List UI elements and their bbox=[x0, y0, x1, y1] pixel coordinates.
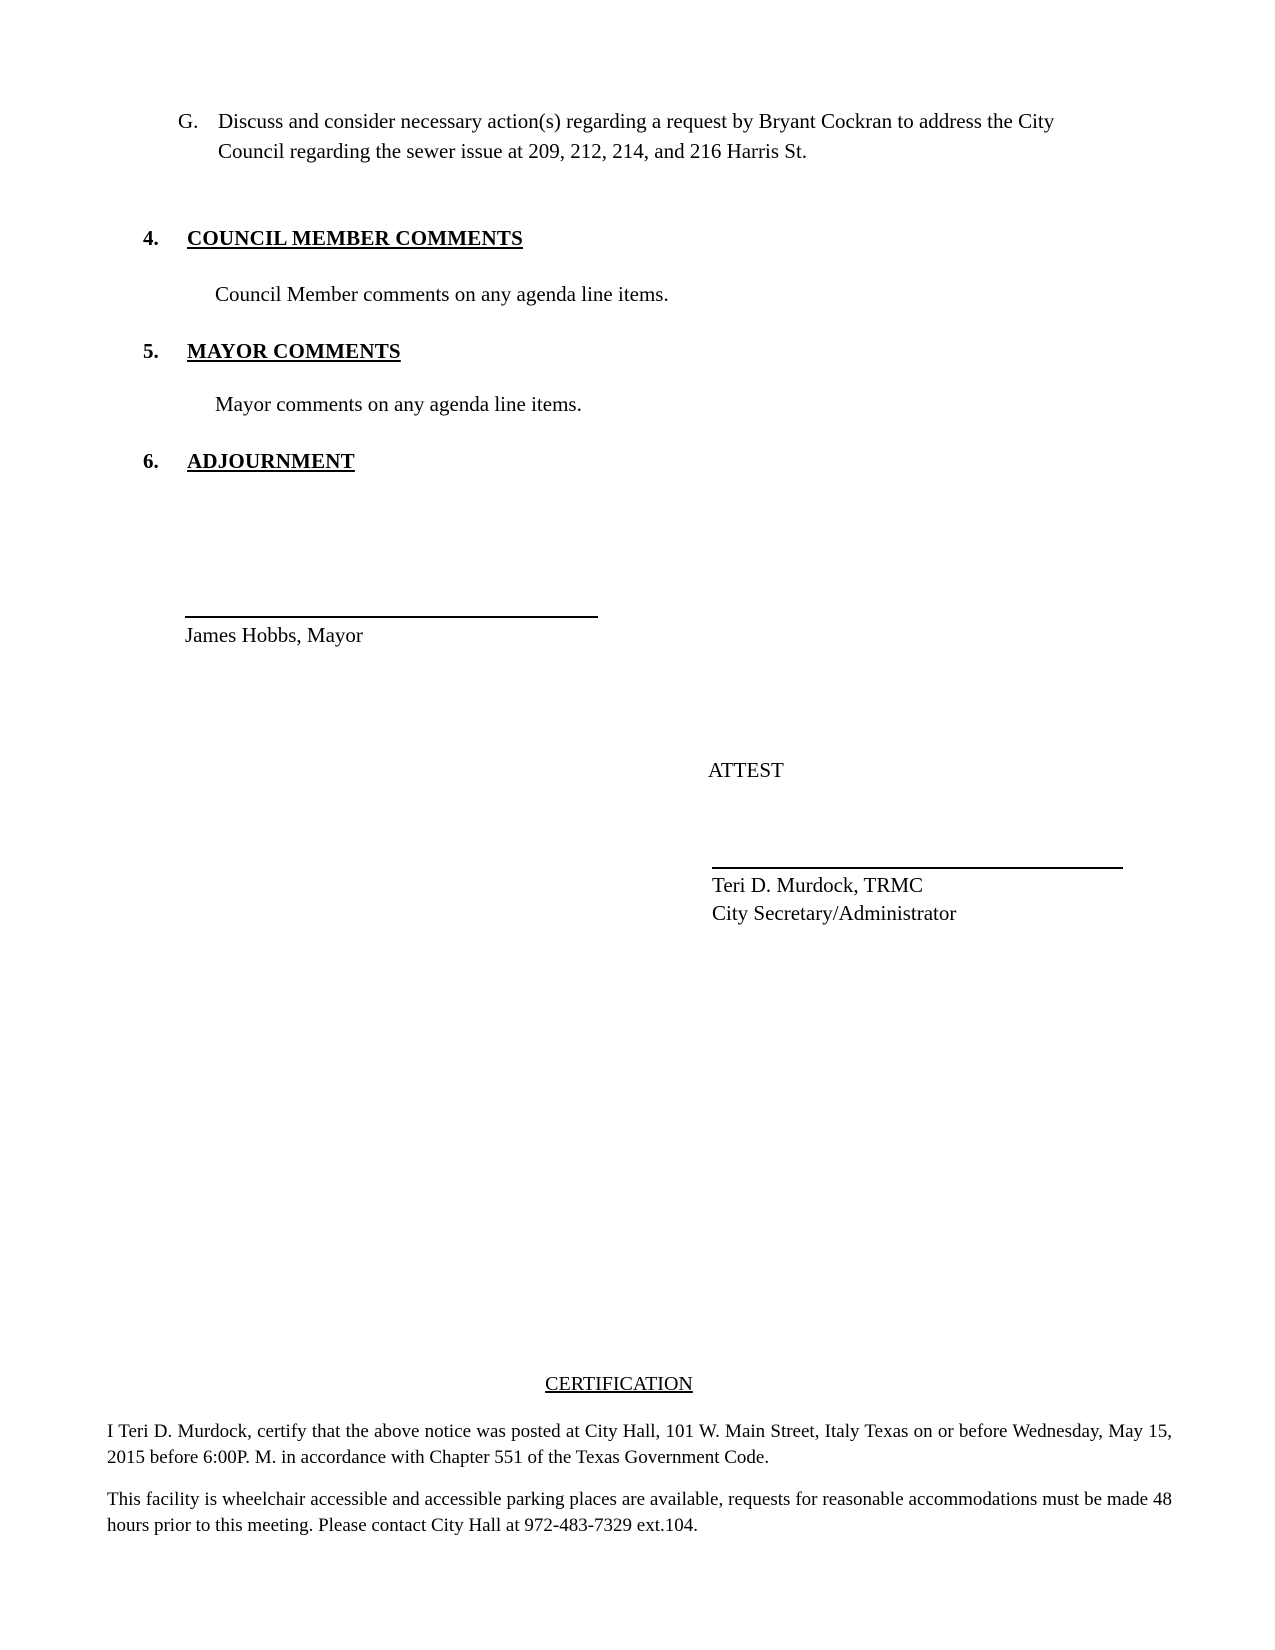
section-5-heading: MAYOR COMMENTS bbox=[187, 339, 401, 363]
attest-signature-block bbox=[712, 871, 956, 927]
attest-signature-role: City Secretary/Administrator bbox=[712, 901, 957, 925]
mayor-signature-line bbox=[185, 616, 598, 618]
agenda-item-g bbox=[178, 106, 1080, 166]
attest-label: ATTEST bbox=[708, 758, 784, 782]
section-6-number: 6. bbox=[143, 449, 159, 473]
agenda-item-g-label: G. bbox=[178, 109, 199, 133]
certification-posting-notice: I Teri D. Murdock, certify that the above notice was posted at City Hall, 101 W. Main Street, Italy Texas on or before Wednesday, May 15, 2015 before 6:00P. M. in accordance with Chapter 551 of the Texas Government Code. bbox=[107, 1421, 1172, 1468]
section-5-body: Mayor comments on any agenda line items. bbox=[215, 392, 582, 416]
section-council-member-comments bbox=[143, 223, 523, 253]
section-6-heading: ADJOURNMENT bbox=[187, 449, 355, 473]
certification-accessibility-notice: This facility is wheelchair accessible and accessible parking places are available, requests for reasonable accommodations must be made 48 hours prior to this meeting. Please contact City Hall at 972-483-7329 ext.104. bbox=[107, 1489, 1172, 1536]
mayor-signature-name: James Hobbs, Mayor bbox=[185, 623, 363, 647]
section-4-number: 4. bbox=[143, 226, 159, 250]
section-mayor-comments bbox=[143, 336, 401, 366]
section-adjournment bbox=[143, 446, 355, 476]
agenda-item-g-text: Discuss and consider necessary action(s) regarding a request by Bryant Cockran to address the City Council regarding the sewer issue at 209, 212, 214, and 216 Harris St. bbox=[218, 109, 1055, 163]
section-5-number: 5. bbox=[143, 339, 159, 363]
section-4-heading: COUNCIL MEMBER COMMENTS bbox=[187, 226, 523, 250]
attest-signature-name: Teri D. Murdock, TRMC bbox=[712, 873, 924, 897]
section-4-body: Council Member comments on any agenda line items. bbox=[215, 282, 669, 306]
attest-signature-line bbox=[712, 867, 1123, 869]
certification-heading: CERTIFICATION bbox=[545, 1373, 693, 1395]
